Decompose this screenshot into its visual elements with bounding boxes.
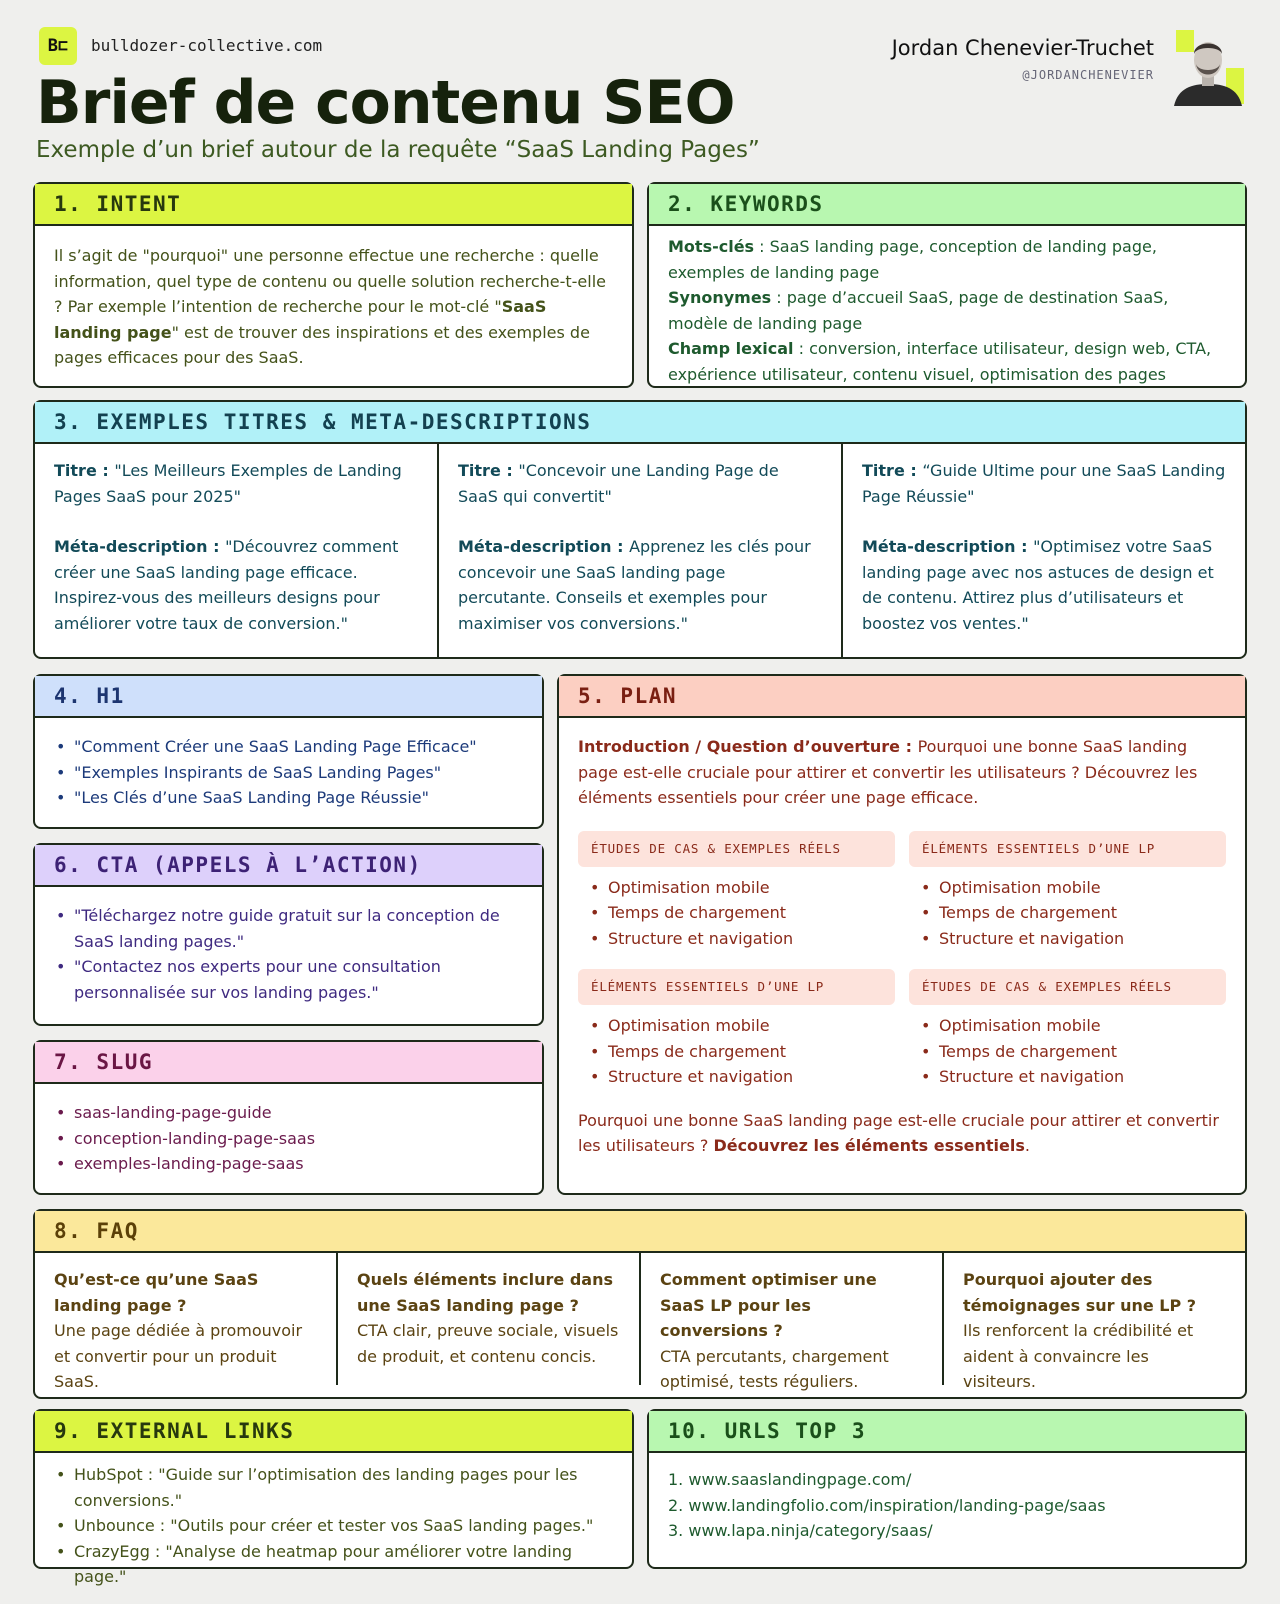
url-link[interactable]: 2. www.landingfolio.com/inspiration/landing-page/saas xyxy=(668,1495,1106,1515)
faq-answer: CTA clair, preuve sociale, visuels de produit, et contenu concis. xyxy=(357,1321,619,1366)
title-label: Titre : xyxy=(862,461,923,480)
titles-card xyxy=(33,400,1247,659)
list-item: • Temps de chargement xyxy=(588,900,895,926)
plan-outro xyxy=(578,1108,1226,1159)
plan-heading: 5. PLAN xyxy=(559,676,1245,718)
faq-question: Pourquoi ajouter des témoignages sur une LP ? xyxy=(963,1270,1197,1315)
urls-card xyxy=(647,1409,1247,1569)
cta-heading: 6. CTA (APPELS À L’ACTION) xyxy=(35,845,542,887)
keyword-line xyxy=(668,234,1226,285)
plan-outro-text: Pourquoi une bonne SaaS landing page est-elle cruciale pour attirer et convertir les utilisateurs ? xyxy=(578,1110,1219,1155)
keyword-line xyxy=(668,285,1226,336)
plan-section xyxy=(578,831,895,952)
list-item[interactable]: • CrazyEgg : "Analyse de heatmap pour améliorer votre landing page." xyxy=(54,1539,613,1590)
list-item[interactable]: • HubSpot : "Guide sur l’optimisation des landing pages pour les conversions." xyxy=(54,1462,613,1513)
keyword-label: Synonymes xyxy=(668,288,772,307)
keyword-line xyxy=(668,336,1226,387)
faq-card xyxy=(33,1209,1247,1399)
list-item: • Optimisation mobile xyxy=(919,875,1226,901)
brand-logo: B⊏ xyxy=(39,27,77,65)
meta-label: Méta-description : xyxy=(54,537,226,556)
faq-item xyxy=(35,1253,336,1397)
list-item: • Temps de chargement xyxy=(588,1039,895,1065)
title-text: “Guide Ultime pour une SaaS Landing Page Réussie" xyxy=(862,461,1226,506)
plan-section xyxy=(909,969,1226,1090)
keyword-text: : conversion, interface utilisateur, design web, CTA, expérience utilisateur, contenu visuel, optimisation des pages xyxy=(668,339,1212,384)
title-label: Titre : xyxy=(458,461,519,480)
h1-heading: 4. H1 xyxy=(35,676,542,718)
plan-section-title: ÉTUDES DE CAS & EXEMPLES RÉELS xyxy=(909,969,1226,1005)
plan-intro-text: Pourquoi une bonne SaaS landing page est-elle cruciale pour attirer et convertir les utilisateurs ? Découvrez les éléments essentiels pour créer une page efficace. xyxy=(578,737,1198,807)
faq-question: Quels éléments inclure dans une SaaS landing page ? xyxy=(357,1270,613,1315)
list-item: • Temps de chargement xyxy=(919,1039,1226,1065)
faq-item xyxy=(942,1253,1245,1391)
list-item: • Optimisation mobile xyxy=(588,875,895,901)
title-example xyxy=(841,444,1245,657)
list-item: • "Comment Créer une SaaS Landing Page Efficace" xyxy=(54,734,523,760)
list-item: • "Téléchargez notre guide gratuit sur la conception de SaaS landing pages." xyxy=(54,903,523,954)
title-example xyxy=(35,444,437,657)
meta-text: "Découvrez comment créer une SaaS landing page efficace. Inspirez-vous des meilleurs designs pour améliorer votre taux de conversion." xyxy=(54,537,399,633)
keyword-text: : SaaS landing page, conception de landing page, exemples de landing page xyxy=(668,237,1157,282)
intent-card xyxy=(33,182,634,388)
list-item: • "Contactez nos experts pour une consultation personnalisée sur vos landing pages." xyxy=(54,954,523,1005)
faq-heading: 8. FAQ xyxy=(35,1211,1245,1253)
keyword-label: Champ lexical xyxy=(668,339,794,358)
cta-list xyxy=(35,887,542,1019)
meta-label: Méta-description : xyxy=(458,537,630,556)
list-item: • Optimisation mobile xyxy=(919,1013,1226,1039)
list-item: • Structure et navigation xyxy=(588,926,895,952)
list-item: • Structure et navigation xyxy=(919,1064,1226,1090)
plan-section-title: ÉLÉMENTS ESSENTIELS D’UNE LP xyxy=(909,831,1226,867)
faq-item xyxy=(336,1253,639,1385)
title-text: "Concevoir une Landing Page de SaaS qui convertit" xyxy=(458,461,779,506)
author-block xyxy=(892,36,1154,82)
meta-text: Apprenez les clés pour concevoir une SaaS landing page percutante. Conseils et exemples pour maximiser vos conversions." xyxy=(458,537,811,633)
keywords-heading: 2. KEYWORDS xyxy=(649,184,1245,226)
url-link[interactable]: 3. www.lapa.ninja/category/saas/ xyxy=(668,1521,933,1540)
list-item: • "Les Clés d’une SaaS Landing Page Réussie" xyxy=(54,785,523,811)
plan-body xyxy=(559,718,1245,1173)
h1-card xyxy=(33,674,544,829)
links-heading: 9. EXTERNAL LINKS xyxy=(35,1411,632,1453)
faq-question: Qu’est-ce qu’une SaaS landing page ? xyxy=(54,1270,259,1315)
page-subtitle: Exemple d’un brief autour de la requête “SaaS Landing Pages” xyxy=(36,137,760,163)
plan-outro-end: . xyxy=(1024,1136,1030,1155)
list-item: • saas-landing-page-guide xyxy=(54,1100,523,1126)
faq-answer: Une page dédiée à promouvoir et convertir pour un produit SaaS. xyxy=(54,1321,303,1391)
meta-text: "Optimisez votre SaaS landing page avec nos astuces de design et de contenu. Attirez plus d’utilisateurs et boostez vos ventes." xyxy=(862,537,1214,633)
meta-label: Méta-description : xyxy=(862,537,1034,556)
plan-section-title: ÉLÉMENTS ESSENTIELS D’UNE LP xyxy=(578,969,895,1005)
list-item: • "Exemples Inspirants de SaaS Landing Pages" xyxy=(54,760,523,786)
faq-question: Comment optimiser une SaaS LP pour les conversions ? xyxy=(660,1270,877,1340)
h1-list xyxy=(35,718,542,825)
intent-text-bold: SaaS landing page xyxy=(54,297,547,342)
intent-heading: 1. INTENT xyxy=(35,184,632,226)
url-link[interactable]: 1. www.saaslandingpage.com/ xyxy=(668,1470,912,1489)
faq-item xyxy=(639,1253,942,1391)
title-example xyxy=(437,444,841,657)
list-item: • conception-landing-page-saas xyxy=(54,1126,523,1152)
intent-text xyxy=(35,226,632,385)
faq-answer: CTA percutants, chargement optimisé, tests réguliers. xyxy=(660,1346,889,1391)
slug-heading: 7. SLUG xyxy=(35,1042,542,1084)
site-url[interactable]: bulldozer-collective.com xyxy=(91,36,323,55)
list-item[interactable]: • Unbounce : "Outils pour créer et tester vos SaaS landing pages." xyxy=(54,1513,613,1539)
intent-text-b: " est de trouver des inspirations et des exemples de pages efficaces pour des SaaS. xyxy=(54,322,590,367)
page-title: Brief de contenu SEO xyxy=(36,68,735,138)
plan-card xyxy=(557,674,1247,1195)
slug-list xyxy=(35,1084,542,1191)
list-item: • Structure et navigation xyxy=(588,1064,895,1090)
intent-text-a: Il s’agit de "pourquoi" une personne effectue une recherche : quelle information, quel type de contenu ou quelle solution recherche-t-elle ? Par exemple l’intention de recherche pour le mot-clé " xyxy=(54,246,606,316)
author-handle[interactable]: @JORDANCHENEVIER xyxy=(1022,68,1154,82)
author-avatar xyxy=(1170,30,1246,106)
plan-intro xyxy=(578,734,1226,811)
plan-section xyxy=(909,831,1226,952)
urls-list xyxy=(649,1453,1245,1558)
list-item: • Structure et navigation xyxy=(919,926,1226,952)
list-item: • Temps de chargement xyxy=(919,900,1226,926)
urls-heading: 10. URLS TOP 3 xyxy=(649,1411,1245,1453)
plan-intro-label: Introduction / Question d’ouverture : xyxy=(578,737,918,756)
title-text: "Les Meilleurs Exemples de Landing Pages SaaS pour 2025" xyxy=(54,461,402,506)
slug-card xyxy=(33,1040,544,1195)
plan-section xyxy=(578,969,895,1090)
keywords-card xyxy=(647,182,1247,388)
plan-section-title: ÉTUDES DE CAS & EXEMPLES RÉELS xyxy=(578,831,895,867)
faq-answer: Ils renforcent la crédibilité et aident à convaincre les visiteurs. xyxy=(963,1321,1194,1391)
title-label: Titre : xyxy=(54,461,115,480)
keyword-label: Mots-clés xyxy=(668,237,755,256)
cta-card xyxy=(33,843,544,1026)
plan-outro-bold: Découvrez les éléments essentiels xyxy=(713,1136,1025,1155)
titles-heading: 3. EXEMPLES TITRES & META-DESCRIPTIONS xyxy=(35,402,1245,444)
list-item: • exemples-landing-page-saas xyxy=(54,1151,523,1177)
links-card xyxy=(33,1409,634,1586)
keywords-body xyxy=(649,226,1245,401)
author-name: Jordan Chenevier-Truchet xyxy=(891,36,1154,60)
links-list xyxy=(35,1453,632,1604)
list-item: • Optimisation mobile xyxy=(588,1013,895,1039)
keyword-text: : page d’accueil SaaS, page de destination SaaS, modèle de landing page xyxy=(668,288,1169,333)
